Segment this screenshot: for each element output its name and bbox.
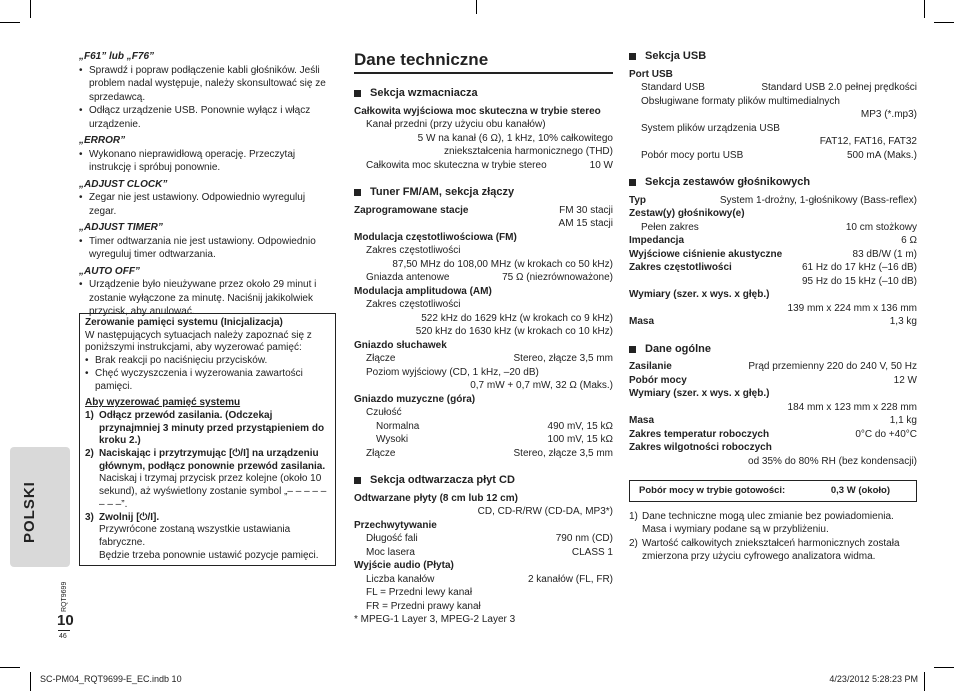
error-adjust-clock	[79, 178, 335, 219]
crop-mark	[476, 0, 477, 14]
spec-group: Zestaw(y) głośnikowy(e)	[629, 208, 745, 219]
spec-group: Przechwytywanie	[354, 519, 437, 531]
crop-mark	[934, 22, 954, 23]
spec-value: Prąd przemienny 220 do 240 V, 50 Hz	[748, 361, 917, 372]
error-bullet: • Urządzenie było nieużywane przez około 29 minut i zostanie wyłączone za minutę. Naciśnij jakikolwiek przycisk, aby anulować.	[79, 278, 335, 319]
crop-mark	[0, 22, 20, 23]
spec-value: 490 mV, 15 kΩ	[547, 420, 613, 432]
spec-label: Zaprogramowane stacje	[354, 204, 469, 216]
spec-label: Masa	[629, 415, 655, 426]
error-adjust-timer	[79, 221, 335, 262]
spec-value: 1,3 kg	[889, 316, 917, 327]
spec-label: Zakres temperatur roboczych	[629, 428, 770, 440]
crop-mark	[30, 0, 31, 18]
note-number: 1)	[629, 510, 638, 522]
spec-value: 10 W	[589, 159, 613, 171]
spec-label: Całkowita moc skuteczna w trybie stereo	[366, 159, 547, 171]
error-auto-off	[79, 265, 335, 319]
note-text: Dane techniczne mogą ulec zmianie bez powiadomienia.	[642, 510, 894, 522]
section-title: Sekcja USB	[645, 50, 707, 62]
section-title: Sekcja zestawów głośnikowych	[645, 176, 811, 188]
spec-label: Długość fali	[366, 533, 418, 544]
spec-value: 100 mV, 15 kΩ	[547, 434, 613, 445]
notes	[629, 510, 917, 564]
footer-date: 4/23/2012 5:28:23 PM	[829, 674, 918, 684]
spec-label: Obsługiwane formaty plików multimedialnych	[641, 95, 840, 107]
language-tab	[10, 447, 70, 567]
spec-value: 75 Ω (niezrównoważone)	[502, 272, 613, 283]
step-number: 2)	[85, 448, 94, 460]
troubleshooting-list	[79, 50, 335, 319]
section-title: Dane ogólne	[645, 342, 712, 355]
amp-line: Całkowita wyjściowa moc skuteczna w trybie stereo	[354, 105, 601, 117]
spec-label: Wyjściowe ciśnienie akustyczne	[629, 248, 783, 260]
cd-heading	[354, 474, 613, 488]
spec-value: 87,50 MHz do 108,00 MHz (w krokach co 50 kHz)	[392, 258, 613, 270]
spec-label: Czułość	[366, 407, 402, 418]
error-f61	[79, 50, 335, 131]
spec-label: Zakres częstotliwości	[366, 299, 461, 310]
spec-value: 10 cm stożkowy	[845, 221, 917, 233]
spec-value: 12 W	[893, 374, 917, 386]
note-text: Masa i wymiary podane są w przybliżeniu.	[642, 524, 829, 535]
amp-heading	[354, 87, 613, 101]
step-detail: Naciskaj i trzymaj przycisk przez kolejne (około 10 sekund), aż wyświetlony zostanie symbol „– – – – – – – –”.	[99, 473, 327, 510]
spec-group: Port USB	[629, 68, 673, 80]
section-bullet-icon	[629, 346, 636, 353]
spec-value: MP3 (*.mp3)	[860, 109, 917, 120]
error-bullet: • Wykonano nieprawidłową operację. Przeczytaj instrukcję i spróbuj ponownie.	[79, 148, 335, 175]
usb-heading	[629, 50, 917, 64]
spec-label: Złącze	[366, 447, 396, 459]
spec-label: Pobór mocy	[629, 374, 687, 386]
amp-line: 5 W na kanał (6 Ω), 1 kHz, 10% całkowitego	[417, 132, 613, 144]
spec-group: Gniazdo słuchawek	[354, 339, 447, 351]
standby-label: Pobór mocy w trybie gotowości:	[639, 485, 786, 496]
spec-value: 139 mm x 224 mm x 136 mm	[787, 302, 917, 314]
spec-value: 6 Ω	[901, 235, 917, 246]
language-label: POLSKI	[21, 481, 38, 543]
spec-label: Gniazda antenowe	[366, 272, 450, 283]
spec-label: Wysoki	[376, 434, 409, 445]
spec-label: Normalna	[376, 420, 420, 432]
spec-group: Zakres wilgotności roboczych	[629, 442, 772, 453]
spec-note: FL = Przedni lewy kanał	[366, 587, 473, 598]
error-code: „ADJUST TIMER”	[79, 222, 163, 233]
crop-mark	[924, 672, 925, 691]
box-title: Zerowanie pamięci systemu (Inicjalizacja)	[85, 317, 283, 328]
tuner-heading	[354, 186, 613, 200]
specs-middle	[354, 50, 613, 627]
box-bullet: • Chęć wyczyszczenia i wyzerowania zawartości pamięci.	[85, 368, 330, 393]
crop-mark	[30, 672, 31, 691]
doc-code: RQT9699	[61, 581, 68, 612]
spec-value: Stereo, złącze 3,5 mm	[513, 353, 613, 364]
specs-right	[629, 50, 917, 564]
spec-label: Zasilanie	[629, 361, 672, 372]
title-rule	[354, 72, 613, 74]
spec-value: CLASS 1	[571, 546, 613, 558]
box-step-2	[85, 448, 330, 473]
box-subtitle: Aby wyzerować pamięć systemu	[85, 397, 241, 409]
spec-label: Typ	[629, 194, 647, 206]
section-title: Sekcja odtwarzacza płyt CD	[370, 474, 515, 486]
footnote: * MPEG-1 Layer 3, MPEG-2 Layer 3	[354, 614, 516, 625]
section-title: Sekcja wzmacniacza	[370, 87, 478, 99]
step-text: Naciskając i przytrzymując [⏻/I] na urządzeniu głównym, podłącz ponownie przewód zasilania.	[99, 448, 326, 472]
step-number: 3)	[85, 511, 94, 523]
box-step-1	[85, 410, 330, 448]
spec-label: Moc lasera	[366, 546, 415, 558]
spec-label: Poziom wyjściowy (CD, 1 kHz, –20 dB)	[366, 366, 539, 378]
error-bullet: • Sprawdź i popraw podłączenie kabli głośników. Jeśli problem nadal występuje, należy skonsultować się ze sprzedawcą.	[79, 64, 335, 105]
spec-group: Odtwarzane płyty (8 cm lub 12 cm)	[354, 492, 518, 504]
step-text: Zwolnij [⏻/I].	[99, 511, 160, 523]
note-number: 2)	[629, 537, 638, 549]
spec-label: Standard USB	[641, 82, 705, 93]
spec-label: Pełen zakres	[641, 221, 699, 233]
amp-line: Kanał przedni (przy użyciu obu kanałów)	[366, 119, 546, 130]
spec-value: FAT12, FAT16, FAT32	[819, 136, 917, 147]
step-detail: Przywrócone zostaną wszystkie ustawiania fabryczne.	[99, 524, 291, 548]
note-2	[629, 537, 917, 564]
memory-reset-box	[79, 313, 336, 566]
spec-group: Wyjście audio (Płyta)	[354, 560, 454, 571]
spec-value: 500 mA (Maks.)	[846, 149, 917, 161]
section-bullet-icon	[629, 53, 636, 60]
box-intro: W następujących sytuacjach należy zapoznać się z poniższymi instrukcjami, aby wyzerować pamięć:	[85, 329, 312, 354]
section-bullet-icon	[354, 477, 361, 484]
spec-group: Gniazdo muzyczne (góra)	[354, 393, 476, 405]
error-error	[79, 134, 335, 175]
section-bullet-icon	[629, 179, 636, 186]
spec-label: Pobór mocy portu USB	[641, 149, 744, 161]
spec-group: Modulacja częstotliwościowa (FM)	[354, 231, 517, 243]
spec-label: System plików urządzenia USB	[641, 122, 780, 134]
standby-value: 0,3 W (około)	[830, 485, 890, 496]
spec-value: 61 Hz do 17 kHz (–16 dB)	[801, 262, 917, 273]
spec-value: 522 kHz do 1629 kHz (w krokach co 9 kHz)	[421, 312, 613, 324]
spec-value: CD, CD-R/RW (CD-DA, MP3*)	[477, 506, 613, 517]
spec-value: 2 kanałów (FL, FR)	[527, 573, 613, 585]
section-title: Tuner FM/AM, sekcja złączy	[370, 186, 515, 198]
error-bullet: • Timer odtwarzania nie jest ustawiony. Odpowiednio wyreguluj timer odtwarzania.	[79, 235, 335, 262]
standby-power-box	[629, 480, 917, 502]
note-text: Wartość całkowitych zniekształceń harmonicznych została zmierzona przy użyciu cyfrowego analizatora widma.	[642, 537, 900, 562]
spec-label: Impedancja	[629, 235, 685, 246]
spec-value: Standard USB 2.0 pełnej prędkości	[761, 82, 917, 93]
spec-value: System 1-drożny, 1-głośnikowy (Bass-reflex)	[719, 194, 917, 206]
spec-value: 520 kHz do 1630 kHz (w krokach co 10 kHz)	[415, 326, 613, 337]
spec-value: 83 dB/W (1 m)	[852, 248, 917, 260]
general-heading	[629, 343, 917, 357]
crop-mark	[924, 0, 925, 18]
speaker-heading	[629, 176, 917, 190]
error-code: „F61” lub „F76”	[79, 51, 155, 62]
step-detail: Będzie trzeba ponownie ustawić pozycje pamięci.	[99, 549, 319, 561]
page-title: Dane techniczne	[354, 50, 489, 69]
step-number: 1)	[85, 409, 94, 421]
spec-value: 0,7 mW + 0,7 mW, 32 Ω (Maks.)	[470, 380, 613, 391]
amp-line: zniekształcenia harmonicznego (THD)	[444, 146, 613, 157]
spec-value: AM 15 stacji	[558, 218, 613, 229]
spec-value: od 35% do 80% RH (bez kondensacji)	[748, 455, 917, 467]
spec-label: Liczba kanałów	[366, 573, 435, 585]
spec-value: 184 mm x 123 mm x 228 mm	[787, 401, 917, 413]
crop-mark	[0, 667, 20, 668]
box-bullet: • Brak reakcji po naciśnięciu przycisków.	[85, 355, 330, 368]
spec-group: Modulacja amplitudowa (AM)	[354, 285, 492, 297]
spec-value: FM 30 stacji	[559, 204, 613, 216]
spec-note: FR = Przedni prawy kanał	[366, 600, 481, 612]
spec-value: 790 nm (CD)	[555, 533, 613, 544]
spec-label: Zakres częstotliwości	[366, 245, 461, 256]
spec-value: 0°C do +40°C	[855, 428, 917, 440]
footer-file: SC-PM04_RQT9699-E_EC.indb 10	[40, 674, 182, 684]
section-bullet-icon	[354, 90, 361, 97]
error-code: „ERROR”	[79, 135, 126, 146]
page-sub-number: 46	[59, 633, 67, 640]
error-code: „AUTO OFF”	[79, 265, 140, 277]
step-text: Odłącz przewód zasilania. (Odczekaj przynajmniej 3 minuty przed przystąpieniem do kroku 2.)	[99, 409, 325, 447]
spec-group: Wymiary (szer. x wys. x głęb.)	[629, 289, 770, 300]
spec-value: 1,1 kg	[889, 415, 917, 426]
section-bullet-icon	[354, 189, 361, 196]
spec-label: Złącze	[366, 353, 396, 364]
page-number: 10	[57, 612, 74, 629]
spec-label: Zakres częstotliwości	[629, 262, 732, 273]
error-code: „ADJUST CLOCK”	[79, 178, 168, 190]
box-step-3	[85, 512, 330, 525]
spec-group: Wymiary (szer. x wys. x głęb.)	[629, 388, 770, 399]
error-bullet: • Odłącz urządzenie USB. Ponownie wyłącz i włącz urządzenie.	[79, 104, 335, 131]
error-bullet: • Zegar nie jest ustawiony. Odpowiednio wyreguluj zegar.	[79, 191, 335, 218]
spec-value: 95 Hz do 15 kHz (–10 dB)	[801, 275, 917, 287]
spec-value: Stereo, złącze 3,5 mm	[513, 447, 613, 459]
note-1	[629, 510, 917, 537]
spec-label: Masa	[629, 316, 655, 327]
crop-mark	[934, 667, 954, 668]
